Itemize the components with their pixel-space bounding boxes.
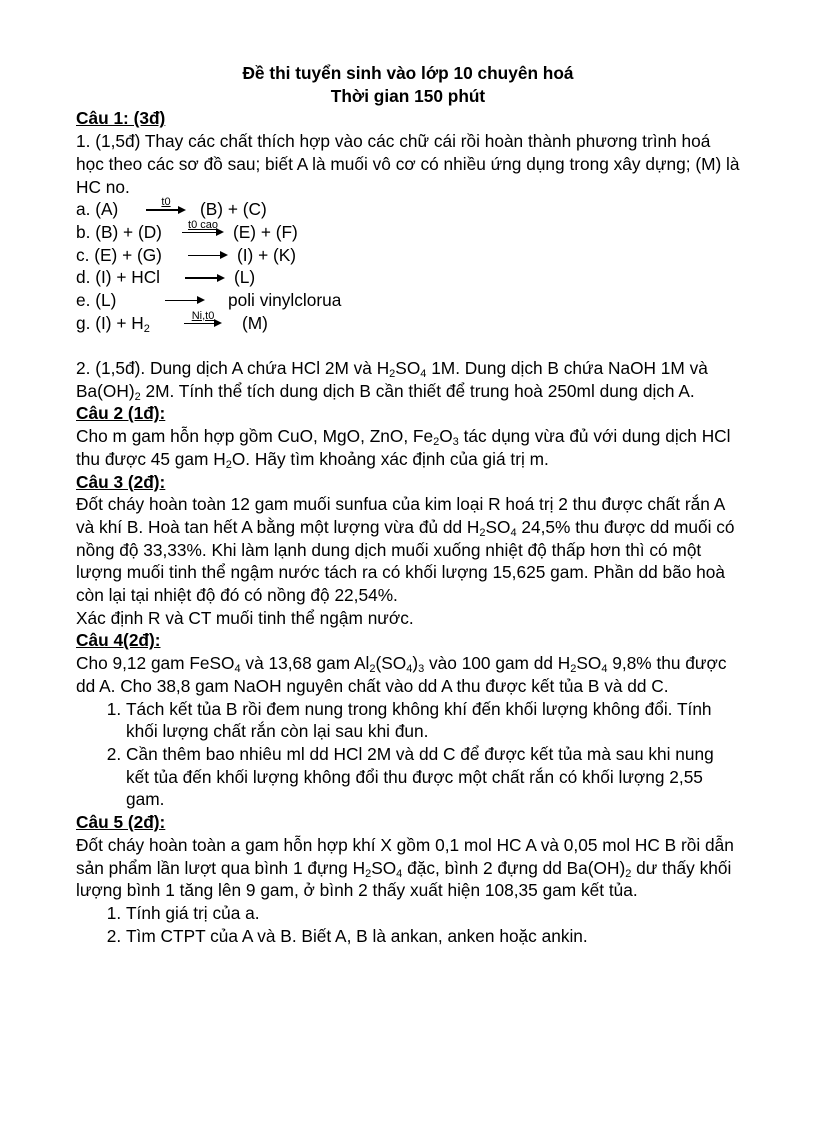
question-1-part-2-text: 2. (1,5đ). Dung dịch A chứa HCl 2M và $H_2SO_4$ 1M. Dung dịch B chứa NaOH 1M và $Ba(OH)_2$ 2M. Tính thể tích dung dịch B cần thiết để trung hoà 250ml dung dịch A. — [76, 358, 708, 403]
list-item: 1. Tính giá trị của a. — [126, 902, 740, 925]
exam-title: Đề thi tuyển sinh vào lớp 10 chuyên hoá — [242, 63, 574, 83]
reaction-g-condition: Ni,t0 — [191, 309, 215, 322]
reaction-c — [76, 244, 740, 267]
reaction-b-condition: t0 cao — [188, 218, 218, 231]
reaction-b-arrow — [182, 218, 224, 243]
question-2-heading: Câu 2 (1đ): — [76, 403, 166, 424]
reaction-g-lhs: g. $(I) + H_2$ — [76, 312, 150, 335]
list-item: 2. Cần thêm bao nhiêu ml dd HCl 2M và dd C để được kết tủa mà sau khi nung kết tủa đến khối lượng không đổi thu được một chất rắn có khối lượng 2,55 gam. — [126, 743, 740, 811]
reaction-g-rhs: (M) — [242, 312, 268, 333]
question-5-text: Đốt cháy hoàn toàn a gam hỗn hợp khí X gồm 0,1 mol HC A và 0,05 mol HC B rồi dẫn sản phẩm lần lượt qua bình 1 đựng $H_2SO_4$ đặc, bình 2 đựng dd $Ba(OH)_2$ dư thấy khối lượng bình 1 tăng lên 9 gam, ở bình 2 thấy xuất hiện 108,35 gam kết tủa. — [76, 834, 734, 901]
question-5-list — [76, 902, 740, 947]
reaction-g-arrow — [184, 309, 222, 334]
reaction-a-lhs: a. (A) — [76, 199, 119, 220]
reaction-b-lhs: b. (B) + (D) — [76, 221, 162, 242]
reaction-e — [76, 289, 740, 312]
question-3-text: Đốt cháy hoàn toàn 12 gam muối sunfua của kim loại R hoá trị 2 thu được chất rắn A và khí B. Hoà tan hết A bằng một lượng vừa đủ dd $H_2SO_4$ 24,5% thu được dd muối có nồng độ 33,33%. Khi làm lạnh dung dịch muối xuống nhiệt độ thấp hơn thì có một lượng muối tinh thể ngậm nước tách ra có khối lượng 15,625 gam. Phần dd bão hoà còn lại tại nhiệt độ đó có nồng độ 22,54%. — [76, 494, 735, 606]
reaction-d-arrow — [185, 266, 225, 288]
reaction-b — [76, 218, 740, 244]
reaction-a — [76, 198, 740, 221]
reaction-e-rhs: poli vinylclorua — [228, 289, 342, 310]
reaction-d-lhs: d. (I) + HCl — [76, 267, 161, 288]
question-1-heading: Câu 1: (3đ) — [76, 108, 166, 129]
reaction-a-arrow — [146, 198, 186, 220]
exam-duration: Thời gian 150 phút — [330, 85, 486, 106]
reaction-d — [76, 266, 740, 289]
reaction-g — [76, 309, 740, 335]
reaction-b-rhs: (E) + (F) — [233, 221, 298, 242]
reaction-c-rhs: (I) + (K) — [237, 244, 297, 265]
reaction-a-condition: t0 — [161, 196, 171, 209]
question-4-list — [76, 698, 740, 812]
question-2-text: Cho m gam hỗn hợp gồm CuO, MgO, ZnO, $Fe_2O_3$ tác dụng vừa đủ với dung dịch HCl thu được 45 gam $H_2O$. Hãy tìm khoảng xác định của giá trị m. — [76, 426, 731, 471]
reaction-e-lhs: e. (L) — [76, 289, 117, 310]
list-item: 2. Tìm CTPT của A và B. Biết A, B là ankan, anken hoặc ankin. — [126, 925, 740, 948]
question-1-part-1-text: 1. (1,5đ) Thay các chất thích hợp vào các chữ cái rồi hoàn thành phương trình hoá học theo các sơ đồ sau; biết A là muối vô cơ có nhiều ứng dụng trong xây dựng; (M) là HC no. — [76, 131, 740, 197]
reaction-d-rhs: (L) — [234, 267, 256, 288]
reaction-a-rhs: (B) + (C) — [200, 199, 267, 220]
question-5-heading: Câu 5 (2đ): — [76, 812, 166, 833]
reaction-e-arrow — [165, 289, 205, 311]
question-4-heading: Câu 4(2đ): — [76, 630, 161, 651]
reaction-c-lhs: c. (E) + (G) — [76, 244, 162, 265]
question-4-text: Cho 9,12 gam FeSO$_4$ và 13,68 gam $Al_2(SO_4)_3$ vào 100 gam dd $H_2SO_4$ 9,8% thu được dd A. Cho 38,8 gam NaOH nguyên chất vào dd A thu được kết tủa B và dd C. — [76, 653, 727, 696]
list-item: 1. Tách kết tủa B rồi đem nung trong không khí đến khối lượng không đổi. Tính khối lượng chất rắn còn lại sau khi đun. — [126, 698, 740, 743]
reaction-c-arrow — [188, 244, 228, 266]
question-3-task: Xác định R và CT muối tinh thể ngậm nước. — [76, 607, 414, 628]
question-3-heading: Câu 3 (2đ): — [76, 471, 166, 492]
exam-page — [76, 62, 740, 947]
